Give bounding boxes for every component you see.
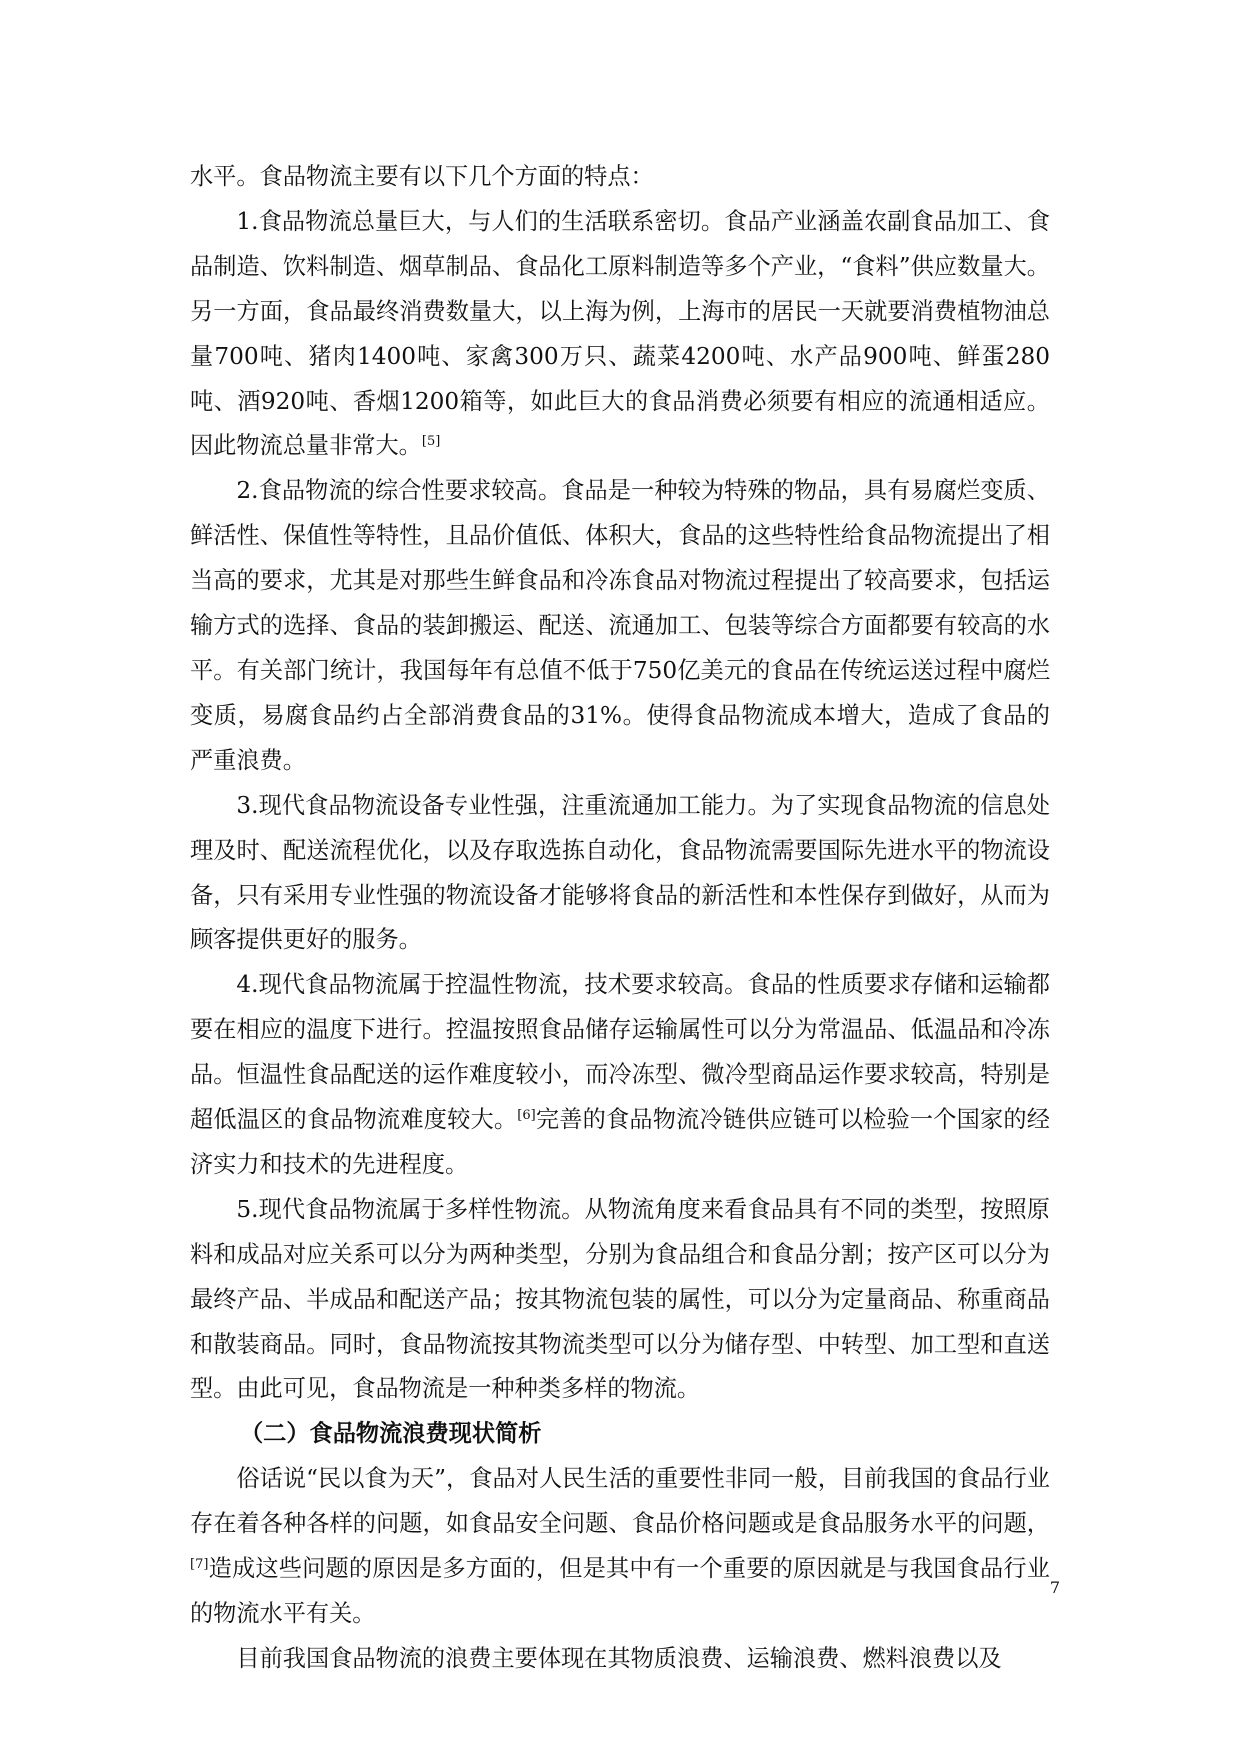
body-text (190, 155, 1050, 1682)
citation-ref: [7] (190, 1557, 209, 1573)
citation-ref: [6] (517, 1108, 536, 1124)
paragraph-text: 4.现代食品物流属于控温性物流，技术要求较高。食品的性质要求存储和运输都要在相应的温度下进行。控温按照食品储存运输属性可以分为常温品、低温品和冷冻品。恒温性食品配送的运作难度较小，而冷冻型、微冷型商品运作要求较高，特别是超低温区的食品物流难度较大。 (190, 971, 1050, 1134)
feature-paragraph-1 (190, 200, 1050, 469)
feature-paragraph-4 (190, 963, 1050, 1188)
analysis-paragraph-2 (190, 1637, 1050, 1682)
paragraph-text-tail: 完善的食品物流冷链供应链可以检验一个国家的经济实力和技术的先进程度。 (190, 1106, 1050, 1178)
continuation-paragraph: 水平。食品物流主要有以下几个方面的特点： (190, 163, 654, 190)
paragraph-text: 1.食品物流总量巨大，与人们的生活联系密切。食品产业涵盖农副食品加工、食品制造、饮料制造、烟草制品、食品化工原料制造等多个产业，“食料”供应数量大。另一方面，食品最终消费数量大，以上海为例，上海市的居民一天就要消费植物油总量700吨、猪肉1400吨、家禽300万只、蔬菜4200吨、水产品900吨、鲜蛋280吨、酒920吨、香烟1200箱等，如此巨大的食品消费必须要有相应的流通相适应。因此物流总量非常大。 (190, 207, 1050, 460)
paragraph-text: 俗话说“民以食为天”，食品对人民生活的重要性非同一般，目前我国的食品行业存在着各种各样的问题，如食品安全问题、食品价格问题或是食品服务水平的问题， (190, 1465, 1050, 1538)
citation-ref: [5] (421, 434, 441, 450)
paragraph-text: 2.食品物流的综合性要求较高。食品是一种较为特殊的物品，具有易腐烂变质、鲜活性、保值性等特性，且品价值低、体积大，食品的这些特性给食品物流提出了相当高的要求，尤其是对那些生鲜食品和冷冻食品对物流过程提出了较高要求，包括运输方式的选择、食品的装卸搬运、配送、流通加工、包装等综合方面都要有较高的水平。有关部门统计，我国每年有总值不低于750亿美元的食品在传统运送过程中腐烂变质，易腐食品约占全部消费食品的31%。使得食品物流成本增大，造成了食品的严重浪费。 (190, 477, 1050, 774)
feature-paragraph-2 (190, 469, 1050, 783)
section-heading: （二）食品物流浪费现状简析 (240, 1420, 542, 1448)
paragraph-text: 3.现代食品物流设备专业性强，注重流通加工能力。为了实现食品物流的信息处理及时、配送流程优化，以及存取选拣自动化，食品物流需要国际先进水平的物流设备，只有采用专业性强的物流设备才能够将食品的新活性和本性保存到做好，从而为顾客提供更好的服务。 (190, 791, 1050, 954)
feature-paragraph-5 (190, 1188, 1050, 1413)
page-number: 7 (1049, 1578, 1060, 1597)
paragraph-text: 目前我国食品物流的浪费主要体现在其物质浪费、运输浪费、燃料浪费以及 (236, 1644, 1002, 1672)
paragraph-text-tail: 造成这些问题的原因是多方面的，但是其中有一个重要的原因就是与我国食品行业的物流水平有关。 (190, 1555, 1050, 1627)
paragraph-text: 5.现代食品物流属于多样性物流。从物流角度来看食品具有不同的类型，按照原料和成品对应关系可以分为两种类型，分别为食品组合和食品分割；按产区可以分为最终产品、半成品和配送产品；按其物流包装的属性，可以分为定量商品、称重商品和散装商品。同时，食品物流按其物流类型可以分为储存型、中转型、加工型和直送型。由此可见，食品物流是一种种类多样的物流。 (190, 1195, 1050, 1403)
analysis-paragraph-1 (190, 1457, 1050, 1637)
feature-paragraph-3 (190, 784, 1050, 964)
